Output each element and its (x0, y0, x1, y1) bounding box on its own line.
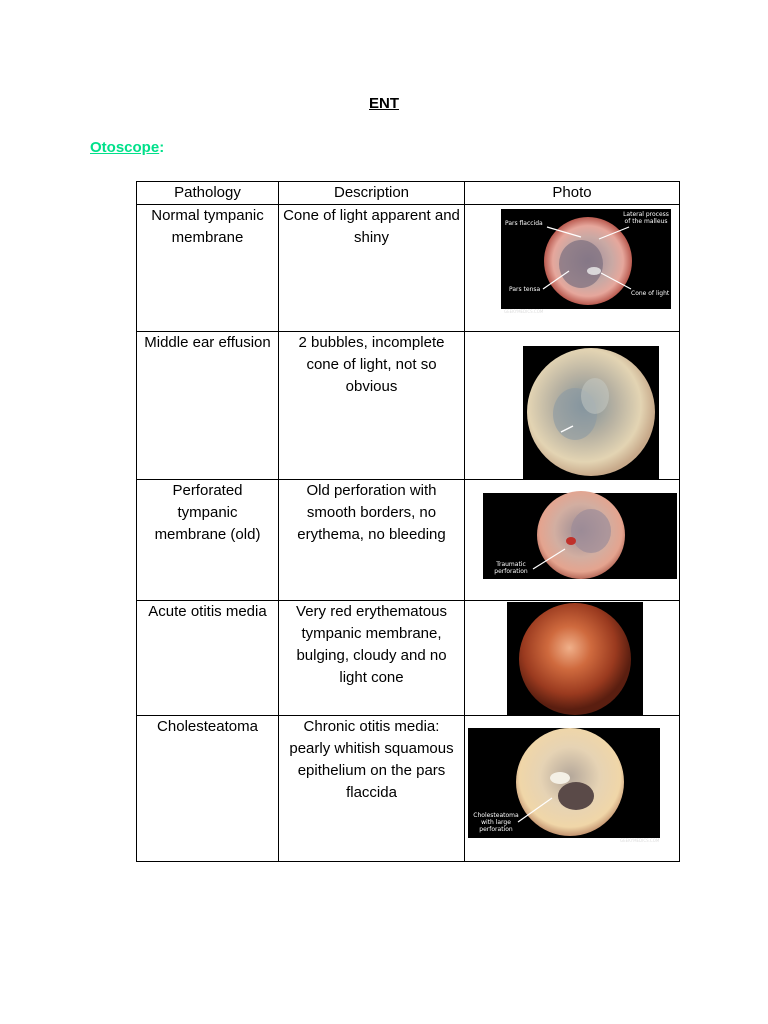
table-row (137, 716, 680, 862)
section-heading-label: Otoscope (90, 139, 160, 156)
section-heading-colon: : (159, 139, 165, 156)
photo-label: Pars tensa (509, 286, 541, 293)
photo-cell (465, 480, 680, 601)
section-heading (90, 139, 164, 156)
photo-label: Cholesteatoma with large perforation (473, 812, 519, 833)
header-description: Description (279, 182, 465, 205)
description-cell: Cone of light apparent and shiny (279, 205, 465, 332)
photo-label: Cone of light (631, 290, 670, 297)
photo-cell (465, 332, 680, 480)
pathology-cell: Acute otitis media (137, 601, 279, 716)
ear-canal-illustration (507, 602, 643, 716)
table-header-row (137, 182, 680, 205)
photo-watermark: GEEKYMEDICS.COM (620, 838, 660, 843)
photo-watermark: GEEKYMEDICS.COM (504, 309, 544, 314)
otoscope-photo-perforation (483, 493, 677, 579)
photo-label: Lateral process of the malleus (623, 211, 669, 225)
table-row (137, 601, 680, 716)
header-photo: Photo (465, 182, 680, 205)
table-row (137, 480, 680, 601)
pathology-cell: Perforated tympanic membrane (old) (137, 480, 279, 601)
otoscope-photo-cholesteatoma (468, 728, 660, 843)
document-title: ENT (369, 95, 399, 112)
pathology-cell: Middle ear effusion (137, 332, 279, 480)
pathology-cell: Normal tympanic membrane (137, 205, 279, 332)
photo-label: Pars flaccida (505, 220, 543, 227)
photo-cell (465, 716, 680, 862)
header-pathology: Pathology (137, 182, 279, 205)
photo-label: Traumatic perforation (494, 561, 528, 575)
photo-cell (465, 205, 680, 332)
description-cell: 2 bubbles, incomplete cone of light, not so obvious (279, 332, 465, 480)
description-cell: Chronic otitis media: pearly whitish squamous epithelium on the pars flaccida (279, 716, 465, 862)
ear-canal-illustration (523, 346, 659, 480)
table-row (137, 205, 680, 332)
photo-cell (465, 601, 680, 716)
table-row (137, 332, 680, 480)
otoscope-photo-effusion (523, 346, 659, 480)
otoscope-photo-normal (501, 209, 671, 314)
pathology-table (136, 181, 680, 862)
description-cell: Old perforation with smooth borders, no erythema, no bleeding (279, 480, 465, 601)
otoscope-photo-aom (507, 602, 643, 716)
pathology-cell: Cholesteatoma (137, 716, 279, 862)
description-cell: Very red erythematous tympanic membrane, bulging, cloudy and no light cone (279, 601, 465, 716)
